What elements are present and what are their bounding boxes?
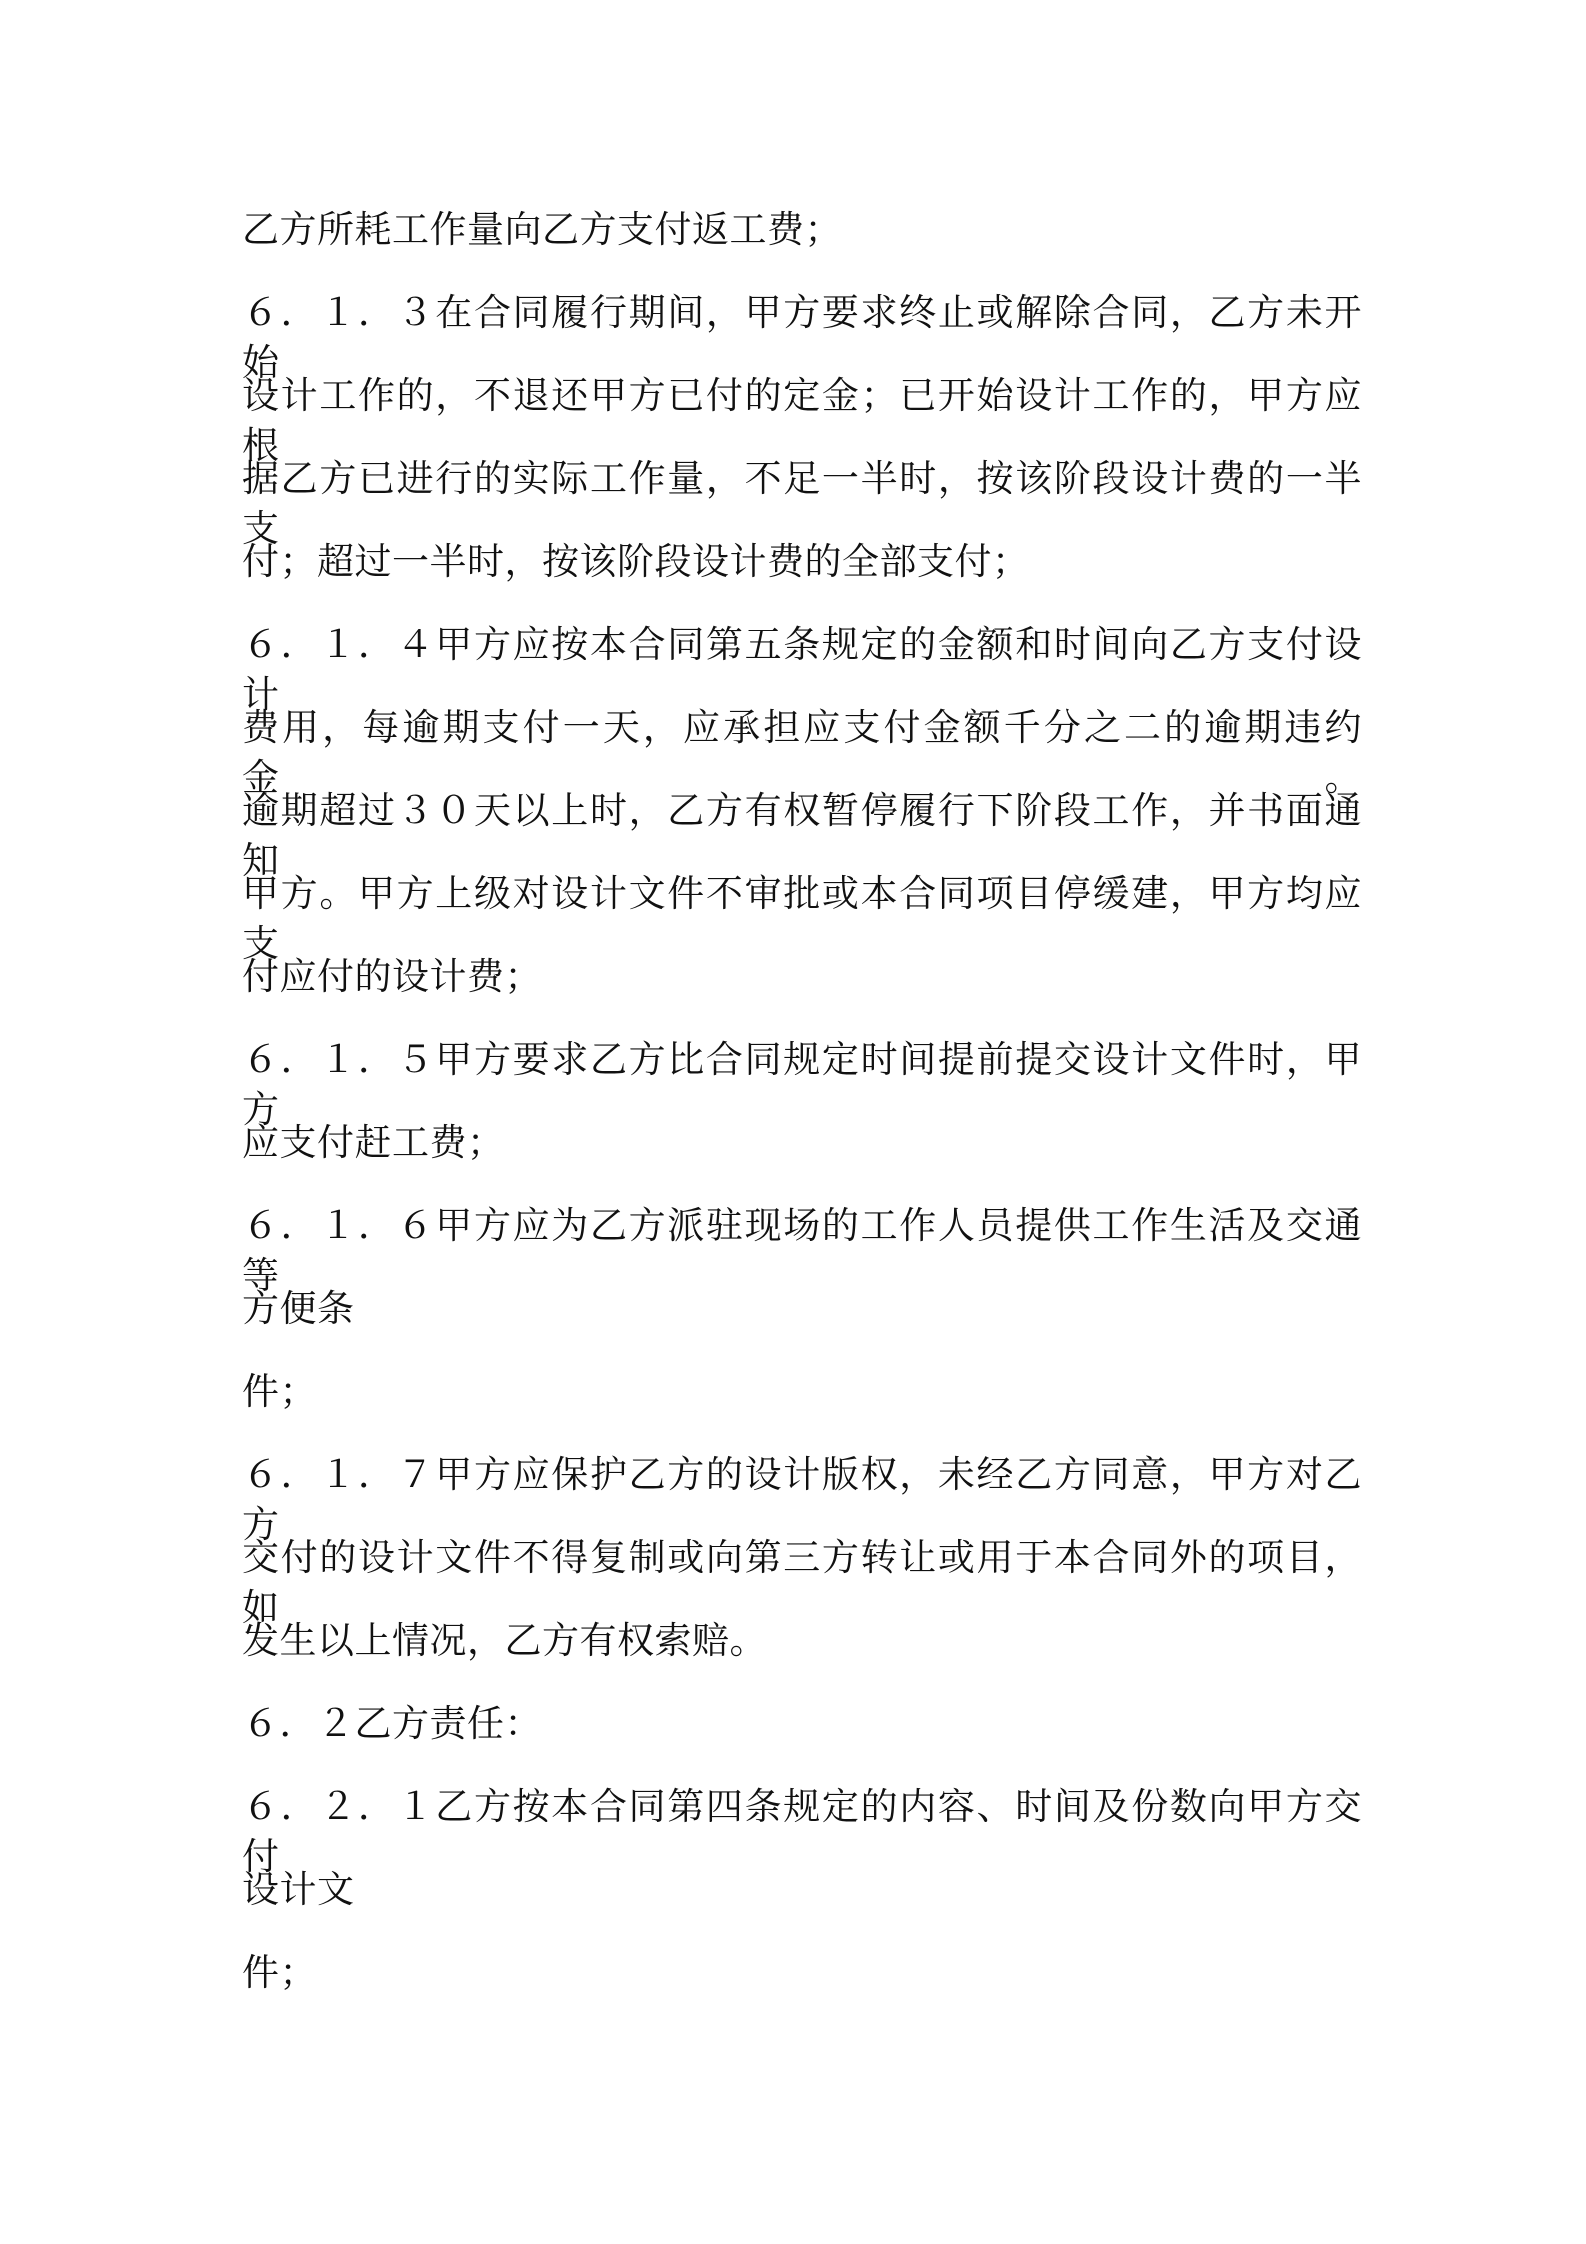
text-line: ６．２乙方责任： <box>242 1702 542 1745</box>
text-line: 甲方。甲方上级对设计文件不审批或本合同项目停缓建，甲方均应支 <box>242 872 1362 965</box>
text-line: 方便条 <box>242 1287 355 1330</box>
text-line: 交付的设计文件不得复制或向第三方转让或用于本合同外的项目，如 <box>242 1536 1362 1629</box>
text-line: ６．１．４甲方应按本合同第五条规定的金额和时间向乙方支付设计 <box>242 623 1362 716</box>
text-line: 逾期超过３０天以上时，乙方有权暂停履行下阶段工作，并书面通知 <box>242 789 1362 882</box>
text-line: 发生以上情况，乙方有权索赔。 <box>242 1619 767 1662</box>
text-line: 应支付赶工费； <box>242 1121 505 1164</box>
text-line: 付应付的设计费； <box>242 955 542 998</box>
text-line: ６．１．７甲方应保护乙方的设计版权，未经乙方同意，甲方对乙方 <box>242 1453 1362 1546</box>
text-line: 付；超过一半时，按该阶段设计费的全部支付； <box>242 540 1030 583</box>
text-line: 设计工作的，不退还甲方已付的定金；已开始设计工作的，甲方应根 <box>242 374 1362 467</box>
text-line: ６．１．３在合同履行期间，甲方要求终止或解除合同，乙方未开始 <box>242 291 1362 384</box>
text-line: 设计文 <box>242 1868 355 1911</box>
text-line: ６．１．５甲方要求乙方比合同规定时间提前提交设计文件时，甲方 <box>242 1038 1362 1131</box>
text-line: 据乙方已进行的实际工作量，不足一半时，按该阶段设计费的一半支 <box>242 457 1362 550</box>
text-line: 乙方所耗工作量向乙方支付返工费； <box>242 208 842 251</box>
text-line: 件； <box>242 1370 317 1413</box>
text-line: 件； <box>242 1951 317 1994</box>
text-line: ６．１．６甲方应为乙方派驻现场的工作人员提供工作生活及交通等 <box>242 1204 1362 1297</box>
text-line: 费用，每逾期支付一天，应承担应支付金额千分之二的逾期违约金。 <box>242 706 1362 799</box>
text-line: ６．２．１乙方按本合同第四条规定的内容、时间及份数向甲方交付 <box>242 1785 1362 1878</box>
